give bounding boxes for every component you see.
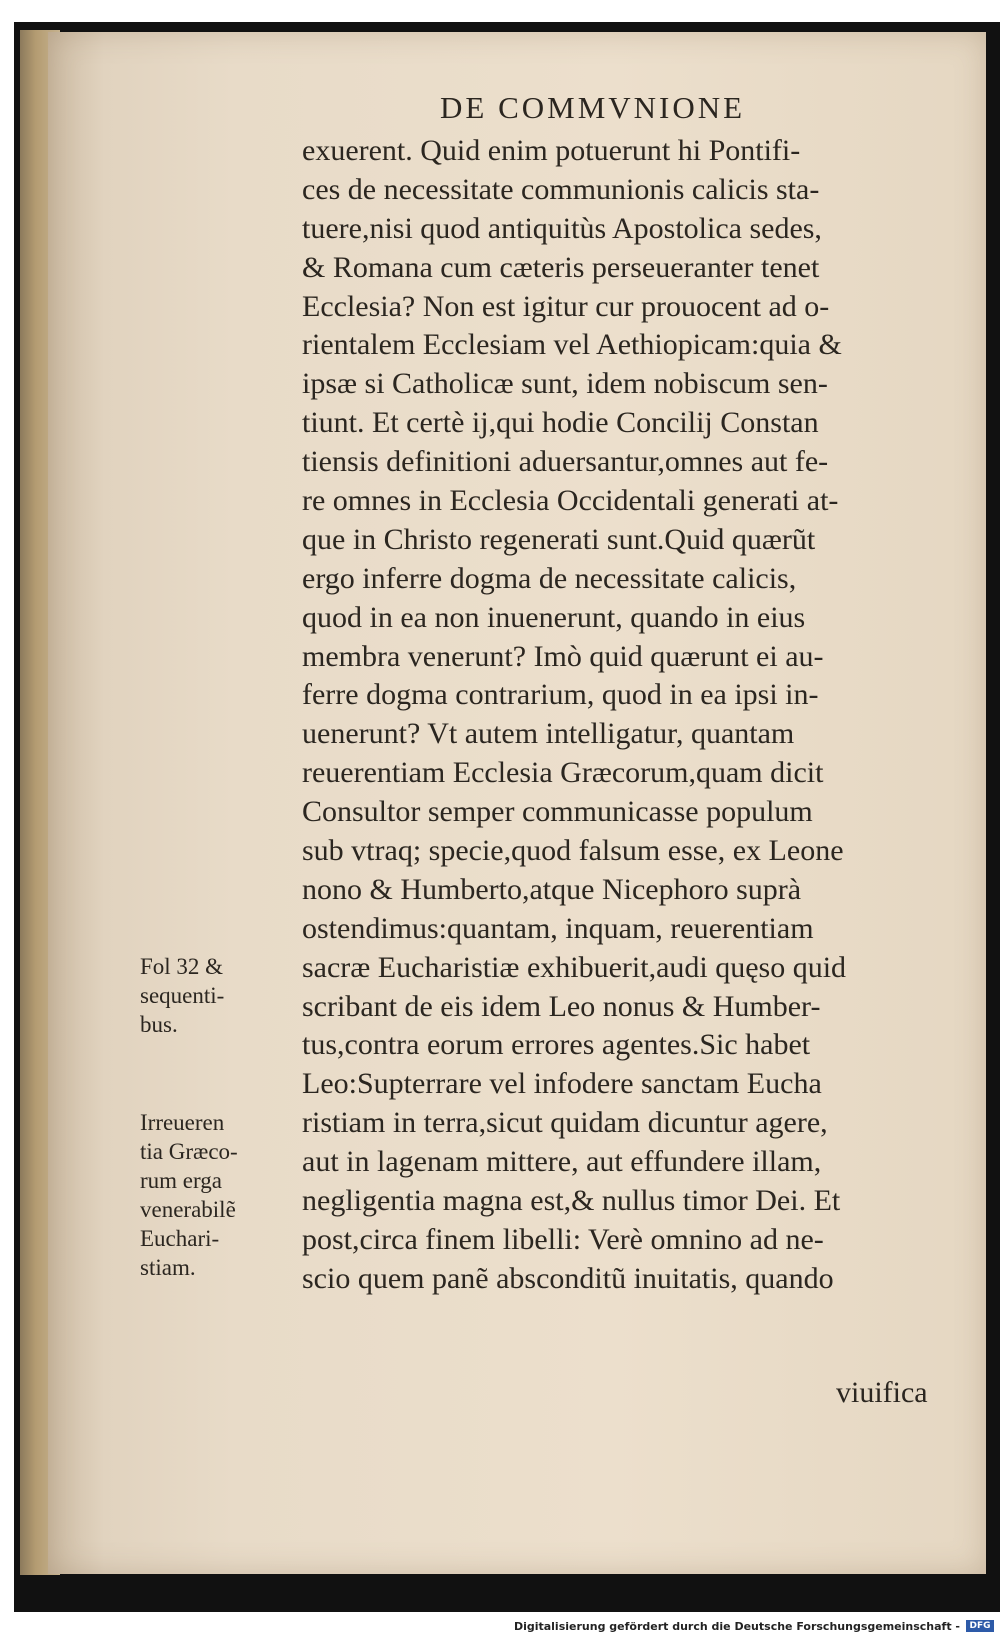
text-line: tiensis definitioni aduersantur,omnes aut fe-: [302, 445, 829, 479]
margin-note-line: stiam.: [140, 1255, 196, 1280]
text-line: ces de necessitate communionis calicis sta-: [302, 172, 820, 206]
text-line: tus,contra eorum errores agentes.Sic habet: [302, 1028, 811, 1062]
text-line: Leo:Supterrare vel infodere sanctam Eucha: [302, 1067, 822, 1101]
margin-note-reference: [140, 952, 224, 1039]
text-line: ostendimus:quantam, inquam, reuerentiam: [302, 911, 814, 945]
body-text: [302, 132, 962, 1299]
text-line: uenerunt? Vt autem intelligatur, quantam: [302, 717, 795, 751]
text-line: nono & Humberto,atque Nicephoro suprà: [302, 872, 802, 906]
text-line: Ecclesia? Non est igitur cur prouocent ad o-: [302, 289, 830, 323]
text-line: membra venerunt? Imò quid quærunt ei au-: [302, 639, 824, 673]
text-line: ipsæ si Catholicæ sunt, idem nobiscum sen-: [302, 367, 828, 401]
margin-note-line: tia Græco-: [140, 1139, 238, 1164]
text-line: que in Christo regenerati sunt.Quid quærũt: [302, 522, 816, 556]
text-line: exuerent. Quid enim potuerunt hi Pontifi-: [302, 134, 801, 167]
text-line: rientalem Ecclesiam vel Aethiopicam:quia &: [302, 328, 842, 362]
running-head: DE COMMVNIONE: [440, 90, 746, 125]
text-line: aut in lagenam mittere, aut effundere illam,: [302, 1145, 822, 1179]
margin-note-line: sequenti-: [140, 983, 225, 1008]
text-line: tuere,nisi quod antiquitùs Apostolica sedes,: [302, 211, 822, 245]
margin-note-line: Fol 32 &: [140, 954, 224, 979]
margin-note-line: bus.: [140, 1012, 178, 1037]
margin-note-line: rum erga: [140, 1168, 222, 1193]
text-line: negligentia magna est,& nullus timor Dei. Et: [302, 1184, 841, 1218]
margin-note-line: Euchari-: [140, 1226, 220, 1251]
text-line: & Romana cum cæteris perseueranter tenet: [302, 250, 820, 284]
margin-note-topic: [140, 1108, 238, 1282]
text-line: sacræ Eucharistiæ exhibuerit,audi quęso quid: [302, 950, 847, 984]
dfg-logo: DFG: [966, 1620, 994, 1632]
text-line: ergo inferre dogma de necessitate calicis,: [302, 561, 797, 595]
funding-credit: Digitalisierung gefördert durch die Deutsche Forschungsgemeinschaft -: [513, 1620, 960, 1633]
text-line: post,circa finem libelli: Verè omnino ad ne-: [302, 1222, 824, 1256]
catchword: viuifica: [836, 1376, 928, 1409]
text-line: ristiam in terra,sicut quidam dicuntur agere,: [302, 1106, 828, 1140]
text-line: sub vtraq; specie,quod falsum esse, ex Leone: [302, 834, 844, 868]
text-line: tiunt. Et certè ij,qui hodie Concilij Constan: [302, 406, 819, 440]
margin-note-line: Irreueren: [140, 1110, 225, 1135]
text-line: quod in ea non inuenerunt, quando in eius: [302, 600, 806, 634]
text-line: scribant de eis idem Leo nonus & Humber-: [302, 989, 821, 1023]
text-line: re omnes in Ecclesia Occidentali generati at-: [302, 484, 839, 518]
text-line: Consultor semper communicasse populum: [302, 795, 813, 829]
margin-note-line: venerabilẽ: [140, 1197, 236, 1222]
text-line: scio quem panẽ absconditũ inuitatis, quando: [302, 1261, 834, 1295]
text-line: ferre dogma contrarium, quod in ea ipsi in-: [302, 678, 819, 712]
text-line: reuerentiam Ecclesia Græcorum,quam dicit: [302, 756, 824, 790]
